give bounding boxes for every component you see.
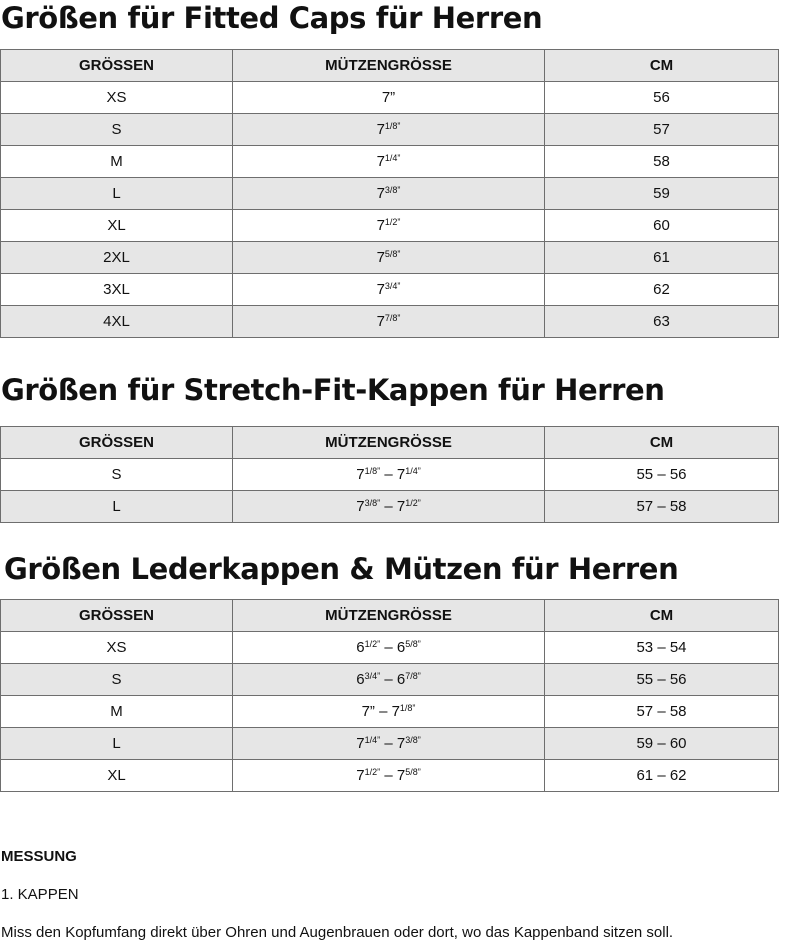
fraction-superscript: 1/2”: [364, 767, 381, 777]
table-row: [1, 242, 779, 274]
size-table-fitted-caps: [0, 49, 779, 338]
section-title-stretch-fit: Größen für Stretch-Fit-Kappen für Herren: [1, 373, 665, 407]
table-row: [1, 306, 779, 338]
header-cap-size: MÜTZENGRÖSSE: [233, 427, 545, 459]
table-row: [1, 146, 779, 178]
size-cell: S: [1, 664, 233, 696]
size-cell: L: [1, 491, 233, 523]
fraction-superscript: 1/2”: [384, 217, 401, 227]
cap-size-text: 7” – 7: [361, 703, 400, 720]
cap-size-text: – 7: [380, 767, 406, 784]
header-sizes: GRÖSSEN: [1, 600, 233, 632]
cm-cell: 61: [545, 242, 779, 274]
cap-size-cell: [233, 178, 545, 210]
cap-size-text: 7: [356, 466, 365, 483]
cap-size-cell: [233, 82, 545, 114]
measurement-instructions: Miss den Kopfumfang direkt über Ohren und Augenbrauen oder dort, wo das Kappenband sitzen soll.: [1, 924, 674, 941]
size-cell: L: [1, 178, 233, 210]
cap-size-cell: [233, 242, 545, 274]
header-cap-size: MÜTZENGRÖSSE: [233, 600, 545, 632]
fraction-superscript: 3/4”: [384, 281, 401, 291]
header-cm: CM: [545, 427, 779, 459]
section-title-leather-caps: Größen Lederkappen & Mützen für Herren: [4, 552, 679, 586]
cap-size-text: 7: [376, 217, 385, 234]
cap-size-text: 7”: [381, 89, 396, 106]
size-cell: S: [1, 114, 233, 146]
size-cell: L: [1, 728, 233, 760]
section-title-fitted-caps: Größen für Fitted Caps für Herren: [1, 1, 543, 35]
measurement-step: 1. KAPPEN: [1, 886, 79, 903]
fraction-superscript: 5/8”: [405, 767, 421, 777]
header-cm: CM: [545, 50, 779, 82]
cap-size-text: 7: [376, 313, 385, 330]
fraction-superscript: 7/8”: [384, 313, 401, 323]
table-row: [1, 632, 779, 664]
size-cell: XS: [1, 632, 233, 664]
cap-size-text: 7: [356, 767, 365, 784]
table-row: [1, 696, 779, 728]
size-cell: S: [1, 459, 233, 491]
cm-cell: 60: [545, 210, 779, 242]
table-row: [1, 114, 779, 146]
cap-size-cell: [233, 210, 545, 242]
size-cell: XS: [1, 82, 233, 114]
size-table-stretch-fit: [0, 426, 779, 523]
table-row: [1, 760, 779, 792]
size-cell: M: [1, 696, 233, 728]
cap-size-cell: [233, 491, 545, 523]
cap-size-cell: [233, 459, 545, 491]
cm-cell: 59 – 60: [545, 728, 779, 760]
fraction-superscript: 1/2”: [364, 639, 381, 649]
measurement-heading: MESSUNG: [1, 848, 77, 865]
cm-cell: 59: [545, 178, 779, 210]
table-header-row: [1, 427, 779, 459]
cap-size-text: 7: [376, 121, 385, 138]
fraction-superscript: 5/8”: [405, 639, 421, 649]
cap-size-text: 7: [356, 735, 365, 752]
cm-cell: 62: [545, 274, 779, 306]
cap-size-text: 6: [356, 671, 365, 688]
table-row: [1, 274, 779, 306]
table-row: [1, 664, 779, 696]
cap-size-text: – 7: [380, 735, 406, 752]
fraction-superscript: 7/8”: [405, 671, 421, 681]
fraction-superscript: 1/2”: [405, 498, 421, 508]
cap-size-text: – 7: [380, 466, 406, 483]
header-sizes: GRÖSSEN: [1, 427, 233, 459]
table-header-row: [1, 600, 779, 632]
cap-size-text: – 7: [380, 498, 406, 515]
table-header-row: [1, 50, 779, 82]
cm-cell: 57 – 58: [545, 491, 779, 523]
cap-size-text: 7: [376, 249, 385, 266]
size-cell: XL: [1, 760, 233, 792]
table-row: [1, 82, 779, 114]
fraction-superscript: 1/4”: [384, 153, 401, 163]
size-cell: XL: [1, 210, 233, 242]
size-cell: 3XL: [1, 274, 233, 306]
cap-size-text: 7: [356, 498, 365, 515]
cm-cell: 56: [545, 82, 779, 114]
cap-size-cell: [233, 274, 545, 306]
header-cap-size: MÜTZENGRÖSSE: [233, 50, 545, 82]
cap-size-text: 7: [376, 185, 385, 202]
cap-size-text: 7: [376, 281, 385, 298]
fraction-superscript: 1/8”: [399, 703, 416, 713]
table-row: [1, 210, 779, 242]
cap-size-cell: [233, 760, 545, 792]
cm-cell: 55 – 56: [545, 664, 779, 696]
cm-cell: 55 – 56: [545, 459, 779, 491]
fraction-superscript: 3/8”: [405, 735, 421, 745]
table-row: [1, 491, 779, 523]
cm-cell: 53 – 54: [545, 632, 779, 664]
header-sizes: GRÖSSEN: [1, 50, 233, 82]
cm-cell: 61 – 62: [545, 760, 779, 792]
cap-size-text: 6: [356, 639, 365, 656]
cap-size-text: – 6: [380, 671, 406, 688]
fraction-superscript: 1/4”: [364, 735, 381, 745]
cm-cell: 58: [545, 146, 779, 178]
cap-size-cell: [233, 728, 545, 760]
cm-cell: 57 – 58: [545, 696, 779, 728]
size-cell: M: [1, 146, 233, 178]
cap-size-text: – 6: [380, 639, 406, 656]
cap-size-cell: [233, 114, 545, 146]
fraction-superscript: 3/8”: [384, 185, 401, 195]
cm-cell: 57: [545, 114, 779, 146]
cap-size-cell: [233, 632, 545, 664]
table-row: [1, 728, 779, 760]
table-row: [1, 178, 779, 210]
fraction-superscript: 3/8”: [364, 498, 381, 508]
cap-size-cell: [233, 664, 545, 696]
cap-size-text: 7: [376, 153, 385, 170]
cap-size-cell: [233, 146, 545, 178]
fraction-superscript: 1/4”: [405, 466, 421, 476]
header-cm: CM: [545, 600, 779, 632]
size-table-leather-caps: [0, 599, 779, 792]
table-row: [1, 459, 779, 491]
fraction-superscript: 1/8”: [384, 121, 401, 131]
fraction-superscript: 5/8”: [384, 249, 401, 259]
size-cell: 2XL: [1, 242, 233, 274]
cap-size-cell: [233, 306, 545, 338]
cap-size-cell: [233, 696, 545, 728]
fraction-superscript: 1/8”: [364, 466, 381, 476]
size-cell: 4XL: [1, 306, 233, 338]
cm-cell: 63: [545, 306, 779, 338]
fraction-superscript: 3/4”: [364, 671, 381, 681]
